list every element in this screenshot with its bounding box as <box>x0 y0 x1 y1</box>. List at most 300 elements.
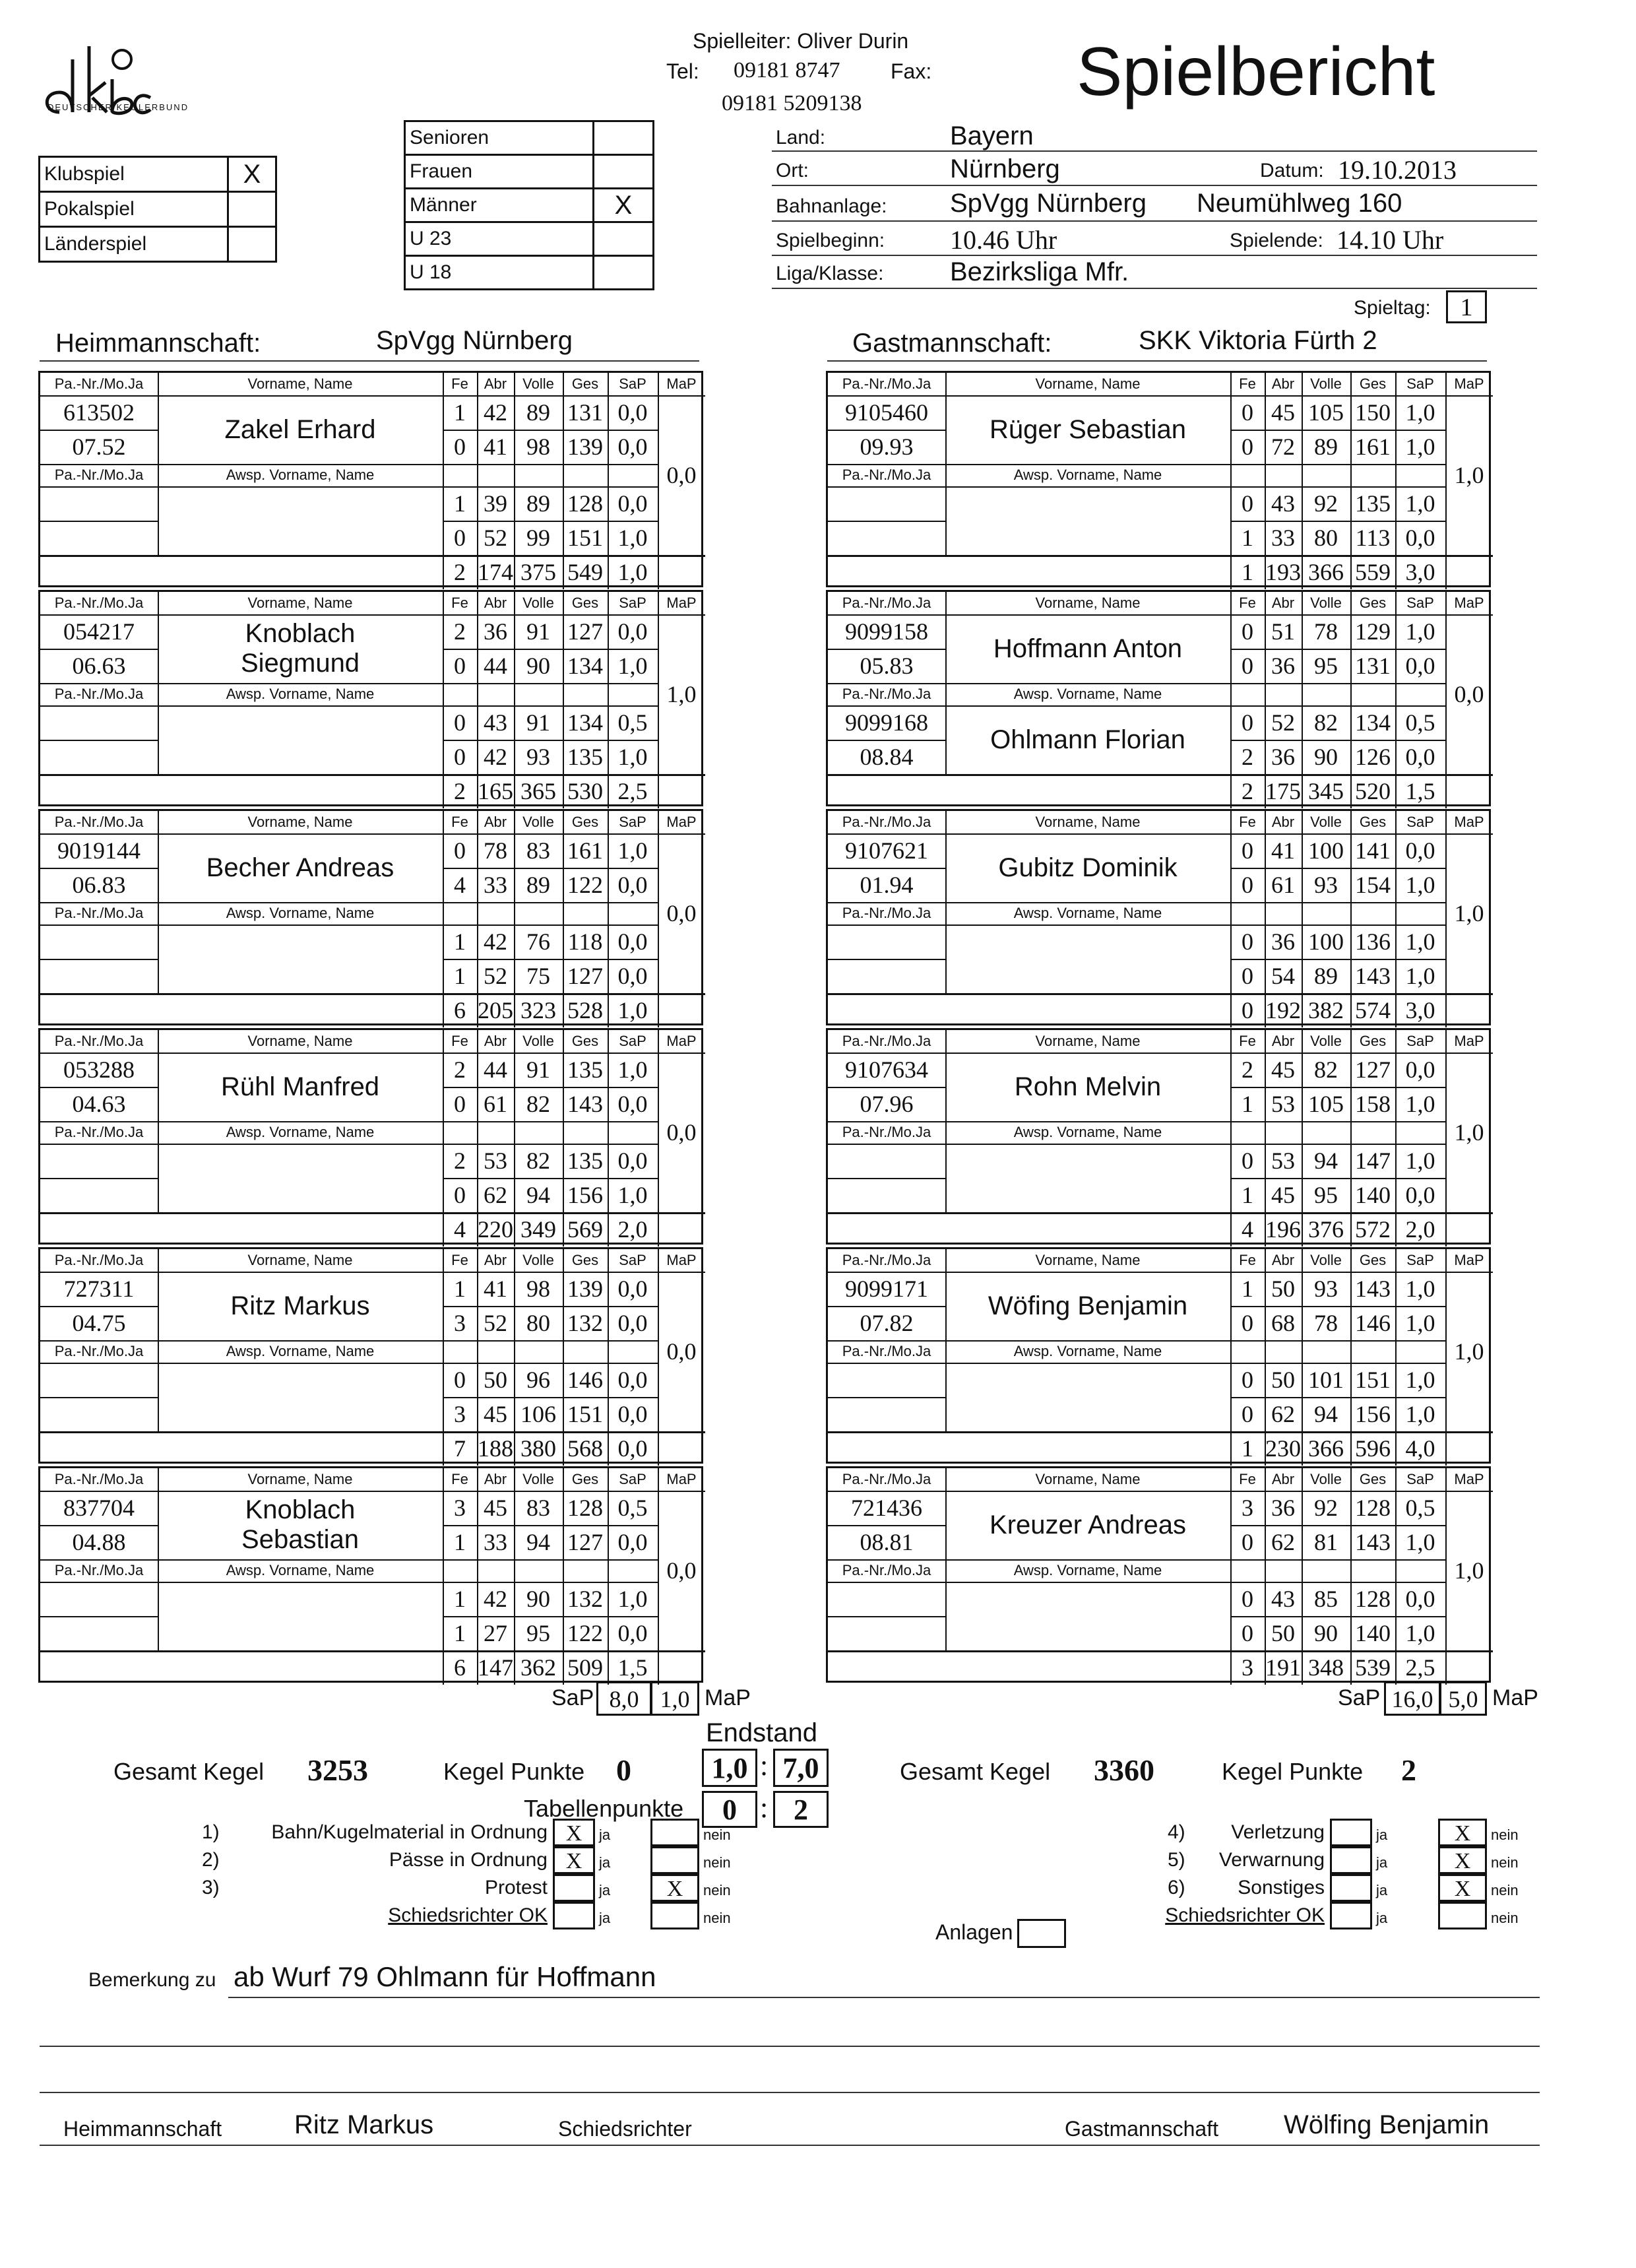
score-cell: 1,0 <box>1405 490 1435 517</box>
score-cell: 0,0 <box>617 434 648 460</box>
abr-header: Abr <box>1271 1252 1295 1268</box>
score-cell: 50 <box>484 1367 507 1393</box>
score-cell: 51 <box>1271 618 1295 645</box>
score-cell: 1,0 <box>617 653 648 679</box>
class-label: Frauen <box>405 155 594 189</box>
name-header: Vorname, Name <box>1035 1252 1141 1268</box>
score-cell: 1,0 <box>617 837 648 864</box>
birth-month-year: 04.63 <box>72 1091 126 1117</box>
divider <box>40 2092 1540 2093</box>
pass-number: 9107621 <box>845 837 928 864</box>
volle-header: Volle <box>1310 595 1342 611</box>
score-cell: 2 <box>454 1056 466 1083</box>
check-label: Pässe in Ordnung <box>389 1849 548 1871</box>
score-cell: 0 <box>1242 963 1253 989</box>
score-cell: 89 <box>526 399 550 426</box>
ja-label: ja <box>599 1882 611 1898</box>
guest-map-total: 5,0 <box>1439 1681 1487 1716</box>
score-cell: 1,0 <box>1405 1620 1435 1646</box>
birth-month-year: 08.81 <box>860 1529 914 1555</box>
check-number: 2) <box>202 1849 220 1871</box>
sap-header: SaP <box>1406 814 1434 830</box>
divider <box>40 2145 1540 2146</box>
endstand-guest: 7,0 <box>773 1749 829 1787</box>
guest-punkte-label: Kegel Punkte <box>1222 1758 1364 1785</box>
sap-header: SaP <box>1406 1471 1434 1487</box>
score-cell: 0 <box>1242 1529 1253 1555</box>
map-header: MaP <box>666 375 697 392</box>
score-cell: 127 <box>567 618 603 645</box>
score-cell: 1,0 <box>1405 1367 1435 1393</box>
score-cell: 90 <box>1314 744 1338 770</box>
sub-pass-number <box>828 924 945 959</box>
sub-pass-number <box>828 1144 945 1178</box>
total-cell: 196 <box>1265 1216 1301 1243</box>
total-cell: 569 <box>567 1216 603 1243</box>
ges-header: Ges <box>1359 595 1387 611</box>
sub-birth-month-year <box>40 1178 158 1212</box>
score-cell: 1,0 <box>1405 399 1435 426</box>
total-cell: 2 <box>454 778 466 804</box>
divider <box>40 2046 1540 2047</box>
pa-header: Pa.-Nr./Mo.Ja <box>842 375 931 392</box>
check-number: 1) <box>202 1821 220 1843</box>
ja-label: ja <box>1376 1882 1388 1898</box>
pa-header: Pa.-Nr./Mo.Ja <box>54 1124 144 1140</box>
check-ja-box[interactable] <box>553 1874 595 1902</box>
score-cell: 1,0 <box>1405 1401 1435 1427</box>
score-cell: 0 <box>1242 653 1253 679</box>
score-cell: 143 <box>1355 963 1391 989</box>
score-cell: 0,5 <box>1405 709 1435 736</box>
sub-pass-number <box>40 705 158 740</box>
score-cell: 150 <box>1355 399 1391 426</box>
name-header: Vorname, Name <box>1035 595 1141 611</box>
sap-header: SaP <box>619 1471 646 1487</box>
endstand-label: Endstand <box>706 1718 818 1747</box>
player-name <box>158 395 443 464</box>
pa-header: Pa.-Nr./Mo.Ja <box>54 814 144 830</box>
score-cell: 1 <box>1242 1091 1253 1117</box>
pa-header: Pa.-Nr./Mo.Ja <box>54 905 144 921</box>
total-cell: 165 <box>478 778 513 804</box>
score-cell: 62 <box>1271 1401 1295 1427</box>
class-label: Männer <box>405 189 594 222</box>
score-cell: 2 <box>454 1148 466 1174</box>
volle-header: Volle <box>522 1252 554 1268</box>
score-cell: 0 <box>1242 434 1253 460</box>
pass-number: 053288 <box>63 1056 135 1083</box>
map-value: 0,0 <box>666 1119 697 1146</box>
player-name <box>945 1491 1230 1559</box>
name-header: Vorname, Name <box>247 814 353 830</box>
score-cell: 0,0 <box>617 399 648 426</box>
total-cell: 174 <box>478 559 513 585</box>
divider <box>772 288 1537 289</box>
pass-number: 9019144 <box>57 837 141 864</box>
score-cell: 1,0 <box>1405 618 1435 645</box>
score-cell: 41 <box>484 434 507 460</box>
map-header: MaP <box>666 1033 697 1049</box>
player-name <box>945 614 1230 683</box>
score-cell: 43 <box>1271 490 1295 517</box>
score-cell: 1,0 <box>1405 1148 1435 1174</box>
player-name-line: Siegmund <box>240 649 360 678</box>
sap-header: SaP <box>1406 1252 1434 1268</box>
score-cell: 1 <box>454 928 466 955</box>
game-type-label: Klubspiel <box>40 157 228 192</box>
score-cell: 82 <box>1314 709 1338 736</box>
total-cell: 323 <box>520 997 556 1023</box>
total-cell: 348 <box>1308 1654 1344 1681</box>
score-cell: 45 <box>484 1495 507 1521</box>
player-name-line: Sebastian <box>241 1525 359 1554</box>
score-cell: 161 <box>1355 434 1391 460</box>
fe-header: Fe <box>451 375 468 392</box>
sub-player-name <box>158 486 443 555</box>
score-cell: 147 <box>1355 1148 1391 1174</box>
player-name <box>945 395 1230 464</box>
player-name-line: Wöfing Benjamin <box>988 1291 1188 1320</box>
remark-text: ab Wurf 79 Ohlmann für Hoffmann <box>234 1961 656 1992</box>
score-cell: 78 <box>1314 618 1338 645</box>
score-cell: 139 <box>567 434 603 460</box>
score-cell: 0 <box>1242 1401 1253 1427</box>
score-cell: 0 <box>454 1182 466 1208</box>
check-ja-box[interactable] <box>1330 1902 1372 1929</box>
sub-birth-month-year <box>40 959 158 993</box>
score-cell: 131 <box>567 399 603 426</box>
check-nein-box[interactable] <box>1438 1902 1487 1929</box>
sub-birth-month-year <box>828 959 945 993</box>
score-cell: 135 <box>567 1148 603 1174</box>
player-name-line: Rühl Manfred <box>220 1072 380 1101</box>
score-cell: 1,0 <box>1405 1276 1435 1302</box>
pass-number: 054217 <box>63 618 135 645</box>
nein-label: nein <box>1491 1854 1519 1871</box>
sub-pass-number <box>828 1363 945 1397</box>
total-cell: 1,0 <box>617 559 648 585</box>
pa-header: Pa.-Nr./Mo.Ja <box>54 375 144 392</box>
score-cell: 94 <box>1314 1401 1338 1427</box>
check-label: Verwarnung <box>1218 1849 1325 1871</box>
volle-header: Volle <box>522 1471 554 1487</box>
player-name-line: Knoblach <box>245 1495 356 1524</box>
name-header: Vorname, Name <box>1035 1033 1141 1049</box>
score-cell: 44 <box>484 1056 507 1083</box>
player-name <box>158 833 443 902</box>
check-label: Sonstiges <box>1238 1877 1325 1898</box>
score-cell: 122 <box>567 872 603 898</box>
score-cell: 1,0 <box>617 1056 648 1083</box>
class-mark[interactable] <box>594 222 654 256</box>
sub-player-name <box>945 1582 1230 1650</box>
check-nein-box[interactable]: X <box>650 1874 699 1902</box>
score-cell: 93 <box>1314 872 1338 898</box>
anlagen-box[interactable] <box>1017 1919 1066 1948</box>
sub-player-name <box>158 705 443 774</box>
volle-header: Volle <box>1310 1471 1342 1487</box>
check-ja-box[interactable] <box>1330 1874 1372 1902</box>
score-cell: 90 <box>1314 1620 1338 1646</box>
ges-header: Ges <box>571 814 599 830</box>
divider <box>827 360 1487 362</box>
nein-label: nein <box>703 1854 731 1871</box>
score-cell: 158 <box>1355 1091 1391 1117</box>
score-cell: 1 <box>454 490 466 517</box>
map-header: MaP <box>666 1471 697 1487</box>
sub-pass-number <box>40 1363 158 1397</box>
check-nein-box[interactable]: X <box>1438 1874 1487 1902</box>
check-label: Verletzung <box>1231 1821 1325 1843</box>
score-cell: 127 <box>1355 1056 1391 1083</box>
pass-number: 613502 <box>63 399 135 426</box>
score-cell: 129 <box>1355 618 1391 645</box>
score-cell: 0 <box>1242 490 1253 517</box>
ja-label: ja <box>1376 1910 1388 1926</box>
guest-player-block <box>826 1028 1491 1245</box>
score-cell: 0,0 <box>1405 1182 1435 1208</box>
score-cell: 134 <box>567 709 603 736</box>
pa-header: Pa.-Nr./Mo.Ja <box>842 467 931 483</box>
home-sap-total-label: SaP <box>551 1685 594 1710</box>
home-map-total-label: MaP <box>705 1685 751 1710</box>
anlagen-label: Anlagen <box>935 1920 1013 1944</box>
ende-value: 14.10 Uhr <box>1337 225 1444 255</box>
total-cell: 572 <box>1355 1216 1391 1243</box>
score-cell: 0,5 <box>1405 1495 1435 1521</box>
tel-number: 09181 8747 <box>734 58 840 82</box>
volle-header: Volle <box>1310 1033 1342 1049</box>
score-cell: 146 <box>567 1367 603 1393</box>
volle-header: Volle <box>522 1033 554 1049</box>
total-cell: 220 <box>478 1216 513 1243</box>
map-header: MaP <box>1454 595 1484 611</box>
score-cell: 134 <box>567 653 603 679</box>
total-cell: 188 <box>478 1435 513 1462</box>
sub-birth-month-year <box>828 1397 945 1431</box>
total-cell: 193 <box>1265 559 1301 585</box>
divider <box>772 150 1537 152</box>
total-cell: 509 <box>567 1654 603 1681</box>
score-cell: 127 <box>567 1529 603 1555</box>
check-ja-box[interactable] <box>1330 1819 1372 1846</box>
abr-header: Abr <box>484 814 507 830</box>
score-cell: 0,0 <box>617 490 648 517</box>
map-value: 1,0 <box>666 681 697 707</box>
score-cell: 99 <box>526 525 550 551</box>
score-cell: 1,0 <box>617 1586 648 1612</box>
awsp-header: Awsp. Vorname, Name <box>226 1343 375 1359</box>
score-cell: 41 <box>484 1276 507 1302</box>
sub-player-name <box>158 1144 443 1212</box>
sub-pass-number <box>828 1582 945 1616</box>
name-header: Vorname, Name <box>247 1252 353 1268</box>
sap-header: SaP <box>619 1033 646 1049</box>
player-name <box>945 1053 1230 1121</box>
check-nein-box[interactable] <box>650 1902 699 1929</box>
sap-header: SaP <box>619 375 646 392</box>
class-mark[interactable] <box>594 256 654 290</box>
score-cell: 132 <box>567 1586 603 1612</box>
pass-number: 9099171 <box>845 1276 928 1302</box>
pa-header: Pa.-Nr./Mo.Ja <box>54 686 144 702</box>
player-name-line: Becher Andreas <box>206 853 394 882</box>
score-cell: 143 <box>567 1091 603 1117</box>
game-type-mark[interactable] <box>228 227 276 262</box>
class-mark[interactable] <box>594 155 654 189</box>
fe-header: Fe <box>451 1471 468 1487</box>
fe-header: Fe <box>1239 1471 1256 1487</box>
score-cell: 0,0 <box>617 1310 648 1336</box>
ges-header: Ges <box>1359 375 1387 392</box>
guest-player-block <box>826 590 1491 806</box>
score-cell: 105 <box>1308 399 1344 426</box>
check-nein-box[interactable]: X <box>1438 1819 1487 1846</box>
pass-number: 9099158 <box>845 618 928 645</box>
logo-subtitle: DEUTSCHER KEGLERBUND <box>47 102 189 112</box>
sub-player-name <box>945 924 1230 993</box>
home-player-block <box>38 1028 703 1245</box>
name-header: Vorname, Name <box>247 1033 353 1049</box>
score-cell: 0,0 <box>617 1091 648 1117</box>
fe-header: Fe <box>451 1252 468 1268</box>
score-cell: 126 <box>1355 744 1391 770</box>
abr-header: Abr <box>484 1471 507 1487</box>
pa-header: Pa.-Nr./Mo.Ja <box>54 595 144 611</box>
player-name-line: Rüger Sebastian <box>990 414 1186 444</box>
spieltag-label: Spieltag: <box>1354 297 1431 319</box>
endstand-home: 1,0 <box>702 1749 757 1787</box>
fe-header: Fe <box>451 814 468 830</box>
ges-header: Ges <box>1359 1471 1387 1487</box>
score-cell: 82 <box>1314 1056 1338 1083</box>
sub-birth-month-year <box>828 521 945 555</box>
score-cell: 50 <box>1271 1620 1295 1646</box>
guest-player-block <box>826 371 1491 587</box>
score-cell: 91 <box>526 618 550 645</box>
abr-header: Abr <box>1271 814 1295 830</box>
total-cell: 528 <box>567 997 603 1023</box>
check-ja-box[interactable]: X <box>553 1819 595 1846</box>
score-cell: 0,0 <box>617 928 648 955</box>
total-cell: 366 <box>1308 1435 1344 1462</box>
check-nein-box[interactable]: X <box>1438 1846 1487 1874</box>
ges-header: Ges <box>1359 1033 1387 1049</box>
score-cell: 0,0 <box>617 1401 648 1427</box>
total-cell: 520 <box>1355 778 1391 804</box>
player-name-line: Hoffmann Anton <box>993 633 1183 663</box>
check-number: 5) <box>1168 1849 1185 1871</box>
birth-month-year: 07.82 <box>860 1310 914 1336</box>
score-cell: 1 <box>454 963 466 989</box>
total-cell: 7 <box>454 1435 466 1462</box>
class-mark[interactable] <box>594 121 654 155</box>
map-header: MaP <box>666 1252 697 1268</box>
total-cell: 2,0 <box>617 1216 648 1243</box>
score-cell: 91 <box>526 709 550 736</box>
player-name <box>158 614 443 683</box>
score-cell: 45 <box>1271 399 1295 426</box>
sub-player-name <box>945 486 1230 555</box>
score-cell: 93 <box>526 744 550 770</box>
sub-player-name <box>945 1363 1230 1431</box>
score-cell: 61 <box>1271 872 1295 898</box>
player-name <box>158 1053 443 1121</box>
birth-month-year: 06.83 <box>72 872 126 898</box>
remark-label: Bemerkung zu <box>88 1969 216 1991</box>
ges-header: Ges <box>1359 1252 1387 1268</box>
check-nein-box[interactable] <box>650 1846 699 1874</box>
home-player-block <box>38 590 703 806</box>
class-mark[interactable]: X <box>594 189 654 222</box>
score-cell: 39 <box>484 490 507 517</box>
nein-label: nein <box>1491 1827 1519 1843</box>
sap-header: SaP <box>619 595 646 611</box>
game-type-mark[interactable]: X <box>228 157 276 192</box>
score-cell: 1 <box>1242 1182 1253 1208</box>
game-type-mark[interactable] <box>228 192 276 227</box>
awsp-header: Awsp. Vorname, Name <box>226 686 375 702</box>
score-cell: 93 <box>1314 1276 1338 1302</box>
score-cell: 0,5 <box>617 1495 648 1521</box>
pa-header: Pa.-Nr./Mo.Ja <box>842 814 931 830</box>
score-cell: 1 <box>454 1529 466 1555</box>
awsp-header: Awsp. Vorname, Name <box>1013 1562 1162 1578</box>
sub-birth-month-year <box>40 740 158 774</box>
total-cell: 376 <box>1308 1216 1344 1243</box>
check-ja-box[interactable] <box>553 1902 595 1929</box>
total-cell: 3,0 <box>1405 559 1435 585</box>
score-cell: 0,0 <box>1405 653 1435 679</box>
score-cell: 76 <box>526 928 550 955</box>
guest-team-name: SKK Viktoria Fürth 2 <box>1139 326 1377 355</box>
total-cell: 539 <box>1355 1654 1391 1681</box>
nein-label: nein <box>1491 1910 1519 1926</box>
check-ja-box[interactable] <box>1330 1846 1372 1874</box>
abr-header: Abr <box>484 1033 507 1049</box>
score-cell: 140 <box>1355 1620 1391 1646</box>
abr-header: Abr <box>1271 375 1295 392</box>
check-ja-box[interactable]: X <box>553 1846 595 1874</box>
map-header: MaP <box>1454 1033 1484 1049</box>
sub-player-name <box>158 1582 443 1650</box>
guest-player-block <box>826 809 1491 1025</box>
score-cell: 1,0 <box>1405 963 1435 989</box>
score-cell: 0,0 <box>1405 744 1435 770</box>
score-cell: 98 <box>526 1276 550 1302</box>
ende-label: Spielende: <box>1230 230 1323 251</box>
map-header: MaP <box>1454 1471 1484 1487</box>
score-cell: 3 <box>1242 1495 1253 1521</box>
tabellen-label: Tabellenpunkte <box>524 1795 684 1822</box>
endstand-colon: : <box>760 1749 769 1782</box>
ja-label: ja <box>1376 1854 1388 1871</box>
total-cell: 349 <box>520 1216 556 1243</box>
sub-pass-number <box>40 924 158 959</box>
check-nein-box[interactable] <box>650 1819 699 1846</box>
total-cell: 205 <box>478 997 513 1023</box>
sub-birth-month-year <box>40 1397 158 1431</box>
bahn-address: Neumühlweg 160 <box>1197 189 1402 218</box>
birth-month-year: 07.52 <box>72 434 126 460</box>
score-cell: 132 <box>567 1310 603 1336</box>
ort-label: Ort: <box>776 160 809 181</box>
score-cell: 0 <box>454 525 466 551</box>
score-cell: 68 <box>1271 1310 1295 1336</box>
total-cell: 2,5 <box>1405 1654 1435 1681</box>
guest-player-block <box>826 1466 1491 1683</box>
